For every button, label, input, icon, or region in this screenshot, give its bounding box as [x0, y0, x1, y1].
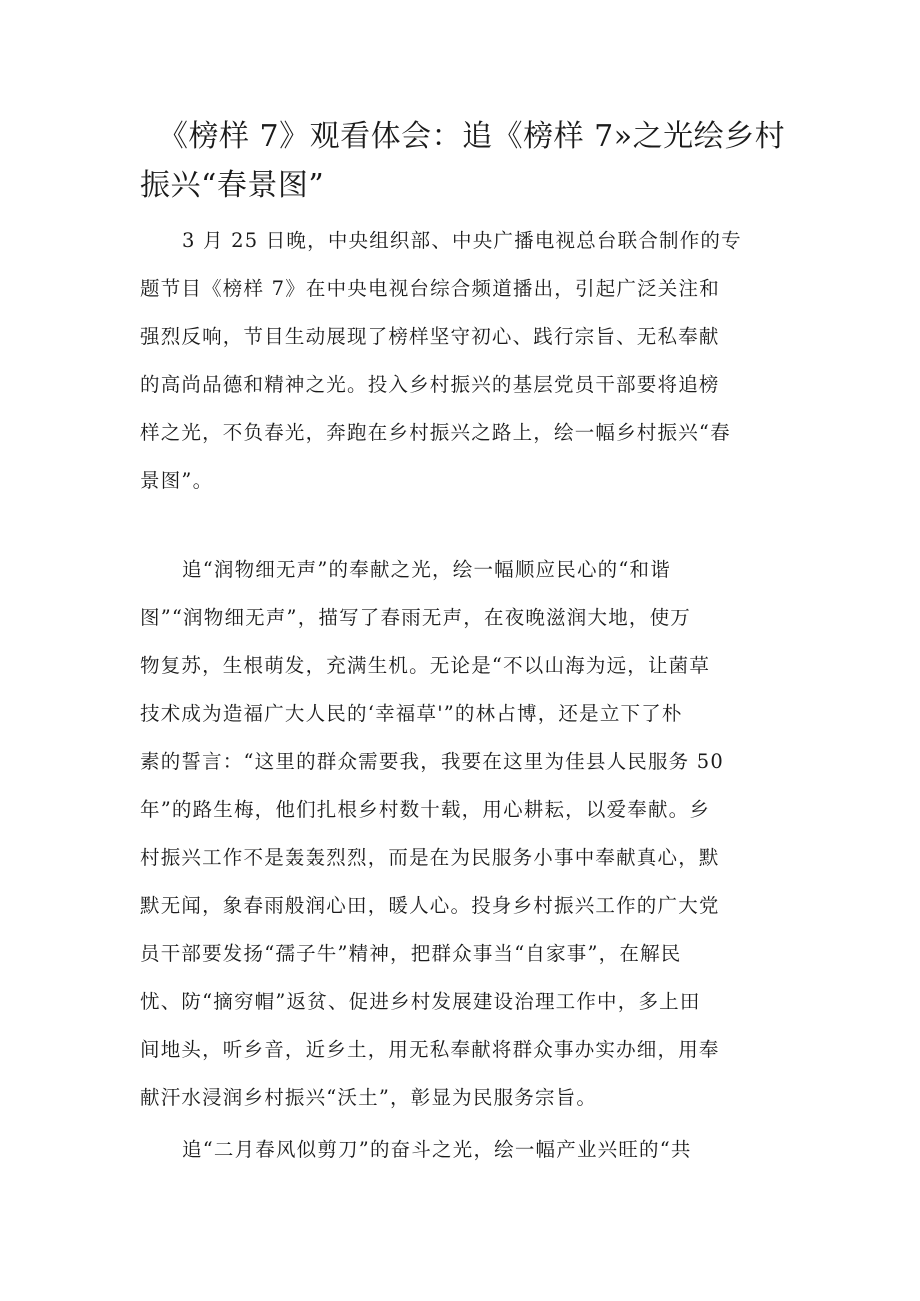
- document-title: [140, 112, 790, 210]
- paragraph-line: 题节目《榜样 7》在中央电视台综合频道播出，引起广泛关注和: [140, 277, 720, 300]
- paragraph-line: 技术成为造福广大人民的‘幸福草'”的林占博，还是立下了朴: [140, 702, 683, 725]
- paragraph-line: 年”的路生梅，他们扎根乡村数十载，用心耕耘，以爱奉献。乡: [140, 798, 711, 821]
- paragraph-line: 强烈反响，节目生动展现了榜样坚守初心、践行宗旨、无私奉献: [140, 325, 720, 348]
- paragraph-line: 追“润物细无声”的奉献之光，绘一幅顺应民心的“和谐: [182, 558, 671, 581]
- paragraph-line: 景图”。: [140, 469, 214, 492]
- title-line: 振兴“春景图”: [140, 168, 325, 203]
- paragraph-line: 间地头，听乡音，近乡土，用无私奉献将群众事办实办细，用奉: [140, 1038, 720, 1061]
- paragraph-line: 村振兴工作不是轰轰烈烈，而是在为民服务小事中奉献真心，默: [140, 846, 720, 869]
- paragraph-line: 物复苏，生根萌发，充满生机。无论是“不以山海为远，让菌草: [140, 654, 711, 677]
- paragraph-line: 素的誓言：“这里的群众需要我，我要在这里为佳县人民服务 50: [140, 750, 724, 773]
- intro-paragraph: [140, 217, 790, 505]
- body-paragraph: [140, 1126, 790, 1174]
- paragraph-line: 忧、防“摘穷帽”返贫、促进乡村发展建设治理工作中，多上田: [140, 990, 701, 1013]
- paragraph-line: 默无闻，象春雨般润心田，暖人心。投身乡村振兴工作的广大党: [140, 894, 720, 917]
- paragraph-line: 追“二月春风似剪刀”的奋斗之光，绘一幅产业兴旺的“共: [182, 1138, 692, 1161]
- paragraph-line: 样之光，不负春光，奔跑在乡村振兴之路上，绘一幅乡村振兴“春: [140, 421, 731, 444]
- paragraph-line: 献汗水浸润乡村振兴“沃土”，彰显为民服务宗旨。: [140, 1086, 598, 1109]
- body-paragraph: [140, 546, 790, 1122]
- paragraph-line: 的高尚品德和精神之光。投入乡村振兴的基层党员干部要将追榜: [140, 373, 720, 396]
- paragraph-line: 图”“润物细无声”，描写了春雨无声，在夜晚滋润大地，使万: [140, 606, 692, 629]
- title-line: 《榜样 7》观看体会：追《榜样 7»之光绘乡村: [158, 119, 786, 154]
- paragraph-line: 员干部要发扬“孺子牛”精神，把群众事当“自家事”，在解民: [140, 942, 682, 965]
- paragraph-line: 3 月 25 日晚，中央组织部、中央广播电视总台联合制作的专: [182, 229, 742, 252]
